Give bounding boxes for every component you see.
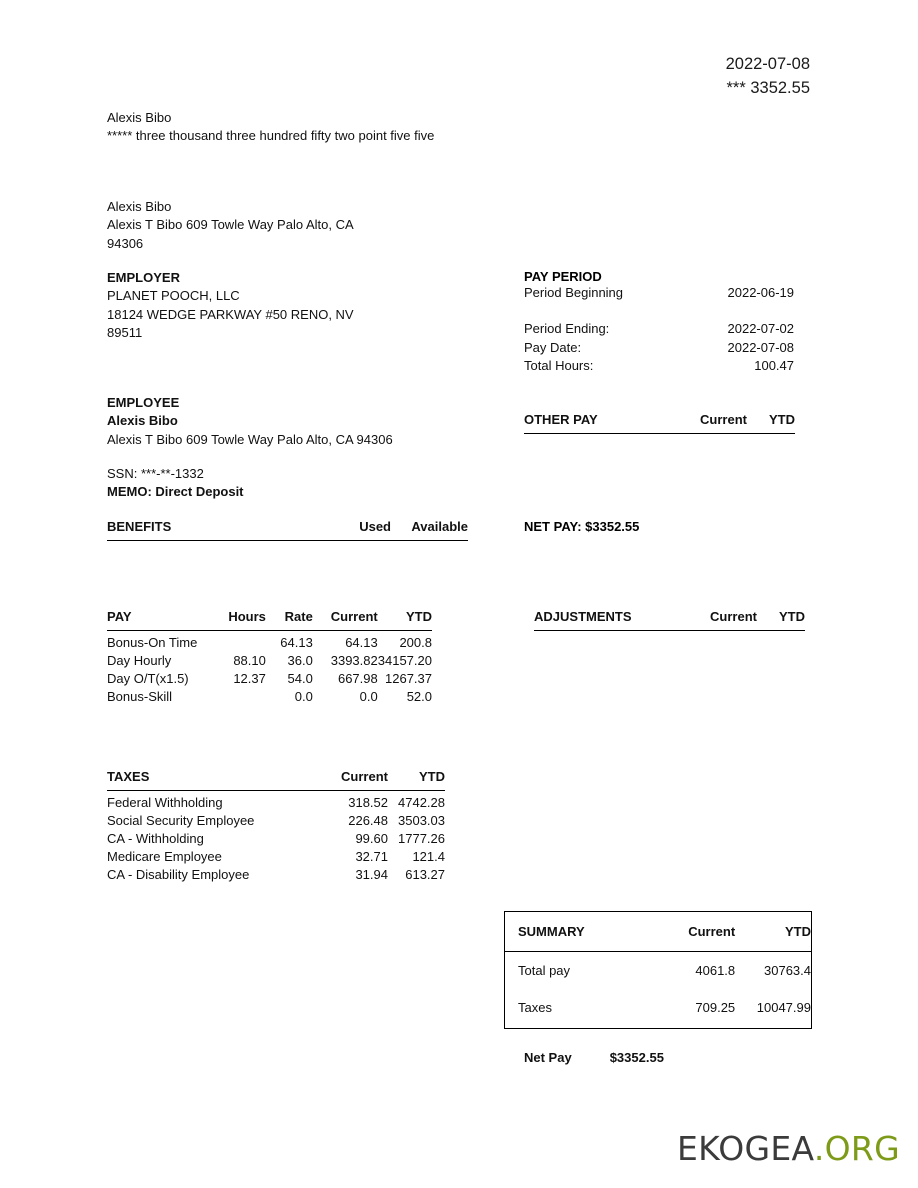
other-pay-rule [524,434,795,435]
summary-table [505,912,811,1026]
pay-period-list [524,284,794,376]
taxes-row-current: 99.60 [355,831,388,846]
table-row [107,848,445,866]
employer-heading: EMPLOYER [107,270,180,285]
pay-row-hours: 88.10 [233,653,266,668]
employee-address: Alexis T Bibo 609 Towle Way Palo Alto, CA 94306 [107,431,393,447]
benefits-heading: BENEFITS [107,519,172,534]
taxes-row-current: 318.52 [348,795,388,810]
table-row [107,652,432,670]
pay-section [107,609,432,706]
benefits-col-available: Available [411,519,468,534]
summary-heading: SUMMARY [505,912,647,952]
employee-name: Alexis Bibo [107,413,178,429]
pay-row-current: 667.98 [337,671,378,686]
table-row [107,812,445,830]
employee-heading: EMPLOYEE [107,395,180,410]
adjustments-heading: ADJUSTMENTS [534,609,632,624]
watermark-primary: EKOGEA [676,1129,814,1168]
pay-row-rate: 64.13 [280,635,313,650]
taxes-row-name: CA - Disability Employee [107,867,250,882]
other-pay-heading: OTHER PAY [524,412,598,427]
other-pay-col-current: Current [700,412,747,427]
pay-row-rate: 0.0 [294,689,313,704]
benefits-section [107,519,468,541]
pay-period-label: Period Ending: [524,321,610,337]
pay-period-label: Period Beginning [524,285,624,300]
employer-name: PLANET POOCH, LLC [107,288,240,304]
watermark-suffix: .ORG [813,1129,900,1168]
pay-period-row [524,357,794,375]
other-pay-col-ytd: YTD [769,412,795,427]
other-pay-section [524,412,795,434]
pay-col-rate: Rate [284,609,313,624]
pay-row-current: 0.0 [359,689,378,704]
net-pay-value: $3352.55 [609,1050,664,1065]
table-row [505,952,811,990]
other-pay-table [524,412,795,434]
table-row [107,830,445,848]
payee-name: Alexis Bibo [107,110,172,125]
pay-period-heading: PAY PERIOD [524,269,602,284]
pay-period-value: 2022-06-19 [727,285,794,300]
pay-period-label: Total Hours: [524,358,594,374]
summary-row-name: Total pay [518,963,571,978]
summary-box [504,911,812,1029]
taxes-col-current: Current [341,769,388,784]
pay-period-row [524,339,794,357]
employer-line-1: 18124 WEDGE PARKWAY #50 RENO, NV [107,306,354,322]
taxes-row-ytd: 4742.28 [398,795,445,810]
pay-row-ytd: 200.8 [399,635,432,650]
adjustments-rule [534,631,805,632]
benefits-table [107,519,468,541]
amount-in-words: ***** three thousand three hundred fifty two point five five [107,128,435,144]
pay-heading: PAY [107,609,132,624]
pay-col-current: Current [330,609,378,624]
summary-row-ytd: 30763.4 [764,963,811,978]
benefits-col-used: Used [359,519,391,534]
summary-row-name: Taxes [518,1000,552,1015]
net-pay-inline: NET PAY: $3352.55 [524,519,640,534]
pay-row-rate: 54.0 [287,671,313,686]
pay-table [107,609,432,706]
check-payee-block [107,109,467,146]
table-row [107,791,445,812]
taxes-col-ytd: YTD [419,769,445,784]
pay-period-block [524,269,794,376]
ekogea-watermark [677,1129,900,1168]
pay-row-hours: 12.37 [233,671,266,686]
taxes-row-current: 31.94 [355,867,388,882]
mail-line-2: 94306 [107,235,144,251]
pay-row-name: Bonus-Skill [107,689,173,704]
taxes-row-name: Federal Withholding [107,795,223,810]
employee-memo: MEMO: Direct Deposit [107,484,244,500]
taxes-row-ytd: 613.27 [405,867,445,882]
table-row [505,989,811,1026]
adjustments-col-current: Current [710,609,757,624]
pay-period-value: 2022-07-08 [727,339,794,355]
summary-col-ytd: YTD [735,912,811,952]
mailing-address-block [107,198,437,253]
summary-col-current: Current [647,912,735,952]
taxes-section [107,769,445,884]
employer-block [107,269,437,343]
taxes-heading: TAXES [107,769,150,784]
taxes-table [107,769,445,884]
pay-period-row [524,284,794,302]
taxes-row-name: CA - Withholding [107,831,204,846]
taxes-row-current: 32.71 [355,849,388,864]
adjustments-col-ytd: YTD [779,609,805,624]
pay-row-current: 64.13 [345,635,378,650]
pay-col-hours: Hours [228,609,266,624]
table-row [107,866,445,884]
summary-row-current: 4061.8 [695,963,736,978]
taxes-row-ytd: 3503.03 [398,813,445,828]
pay-row-hours [212,631,266,652]
mail-line-1: Alexis T Bibo 609 Towle Way Palo Alto, CA [107,217,354,233]
taxes-row-current: 226.48 [348,813,388,828]
pay-row-rate: 36.0 [287,653,313,668]
pay-row-ytd: 1267.37 [385,671,432,686]
benefits-rule [107,541,468,542]
adjustments-table [534,609,805,631]
taxes-row-name: Social Security Employee [107,813,255,828]
pay-row-ytd: 52.0 [406,689,432,704]
net-pay-label: Net Pay [524,1050,572,1065]
pay-period-row [524,320,794,338]
pay-row-current: 3393.82 [330,653,378,668]
summary-row-current: 709.25 [695,1000,736,1015]
adjustments-section [534,609,805,631]
pay-row-ytd: 34157.20 [377,653,432,668]
employee-block [107,394,507,449]
pay-period-value: 2022-07-02 [727,321,794,337]
pay-col-ytd: YTD [406,609,432,624]
pay-period-spacer [524,302,794,320]
check-header [726,52,810,100]
employer-line-2: 89511 [107,325,143,341]
taxes-row-ytd: 1777.26 [398,831,445,846]
pay-row-name: Day O/T(x1.5) [107,671,189,686]
pay-row-name: Day Hourly [107,653,172,668]
table-row [107,670,432,688]
check-date: 2022-07-08 [725,55,810,73]
table-row [107,631,432,652]
summary-row-ytd: 10047.99 [756,1000,811,1015]
employee-ssn: SSN: ***-**-1332 [107,466,204,481]
taxes-row-name: Medicare Employee [107,849,222,864]
check-amount: *** 3352.55 [726,79,810,97]
taxes-row-ytd: 121.4 [412,849,445,864]
mail-name: Alexis Bibo [107,199,172,214]
pay-row-hours [212,688,266,706]
pay-row-name: Bonus-On Time [107,635,198,650]
pay-period-label: Pay Date: [524,339,582,355]
employee-ids-block [107,465,507,502]
table-row [107,688,432,706]
net-pay-footer [524,1050,664,1065]
pay-period-value: 100.47 [754,358,794,374]
